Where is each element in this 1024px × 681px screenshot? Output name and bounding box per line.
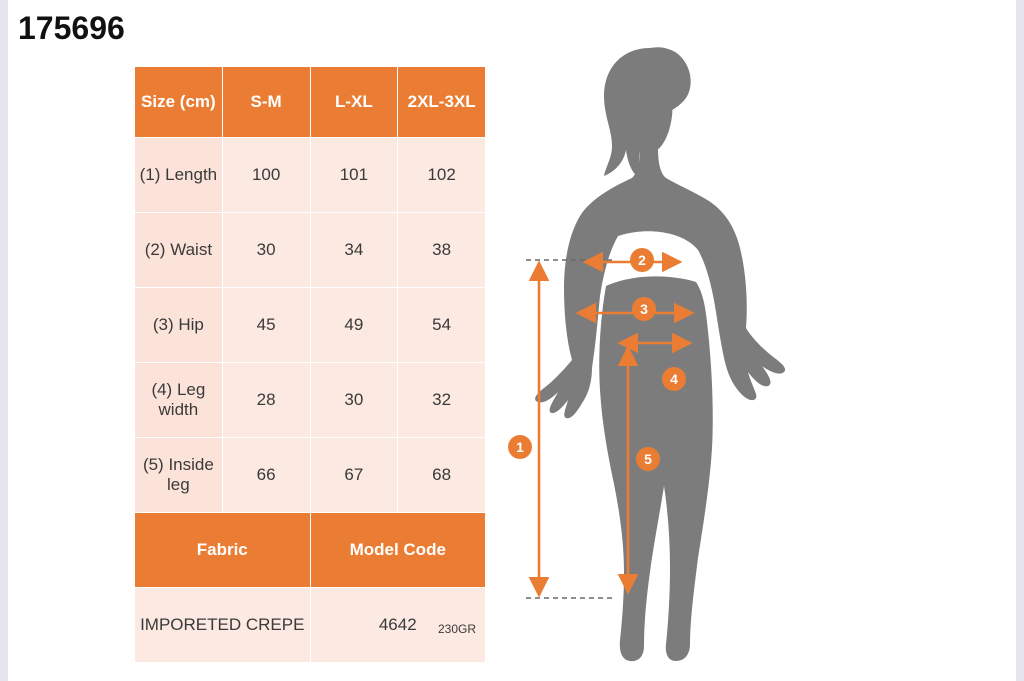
column-header-sm: S-M (222, 67, 310, 138)
table-row (135, 138, 486, 213)
table-body (135, 138, 486, 663)
section-header-model-code: Model Code (310, 513, 486, 588)
table-row (135, 438, 486, 513)
fabric-weight-note: 230GR (438, 622, 477, 636)
measure-badge-4: 4 (662, 367, 686, 391)
cell-model-code-value: 4642 (310, 588, 486, 663)
product-code: 175696 (18, 10, 125, 46)
measure-badge-2: 2 (630, 248, 654, 272)
row-label-waist: (2) Waist (135, 213, 223, 288)
section-header-fabric: Fabric (135, 513, 311, 588)
measure-badge-1: 1 (508, 435, 532, 459)
row-label-inside-leg: (5) Inside leg (135, 438, 223, 513)
column-header-lxl: L-XL (310, 67, 398, 138)
table-section-header-row (135, 513, 486, 588)
cell-hip-2xl3xl: 54 (398, 288, 486, 363)
cell-leg-width-lxl: 30 (310, 363, 398, 438)
cell-fabric-value: IMPORETED CREPE (135, 588, 311, 663)
model-figure-panel (500, 20, 1020, 665)
table-row (135, 588, 486, 663)
measure-badge-3: 3 (632, 297, 656, 321)
measurement-arrows (500, 20, 1020, 665)
row-label-leg-width: (4) Leg width (135, 363, 223, 438)
cell-hip-lxl: 49 (310, 288, 398, 363)
cell-waist-2xl3xl: 38 (398, 213, 486, 288)
cell-waist-sm: 30 (222, 213, 310, 288)
cell-leg-width-2xl3xl: 32 (398, 363, 486, 438)
cell-inside-leg-2xl3xl: 68 (398, 438, 486, 513)
cell-length-2xl3xl: 102 (398, 138, 486, 213)
measure-badge-5: 5 (636, 447, 660, 471)
table-row (135, 288, 486, 363)
left-rail (0, 0, 8, 681)
table-row (135, 213, 486, 288)
column-header-2xl3xl: 2XL-3XL (398, 67, 486, 138)
table-header-row (135, 67, 486, 138)
cell-hip-sm: 45 (222, 288, 310, 363)
cell-leg-width-sm: 28 (222, 363, 310, 438)
table-row (135, 363, 486, 438)
cell-length-lxl: 101 (310, 138, 398, 213)
cell-length-sm: 100 (222, 138, 310, 213)
table-header (135, 67, 486, 138)
row-label-hip: (3) Hip (135, 288, 223, 363)
cell-inside-leg-lxl: 67 (310, 438, 398, 513)
size-chart-table (134, 66, 486, 663)
column-header-size: Size (cm) (135, 67, 223, 138)
cell-waist-lxl: 34 (310, 213, 398, 288)
cell-inside-leg-sm: 66 (222, 438, 310, 513)
row-label-length: (1) Length (135, 138, 223, 213)
